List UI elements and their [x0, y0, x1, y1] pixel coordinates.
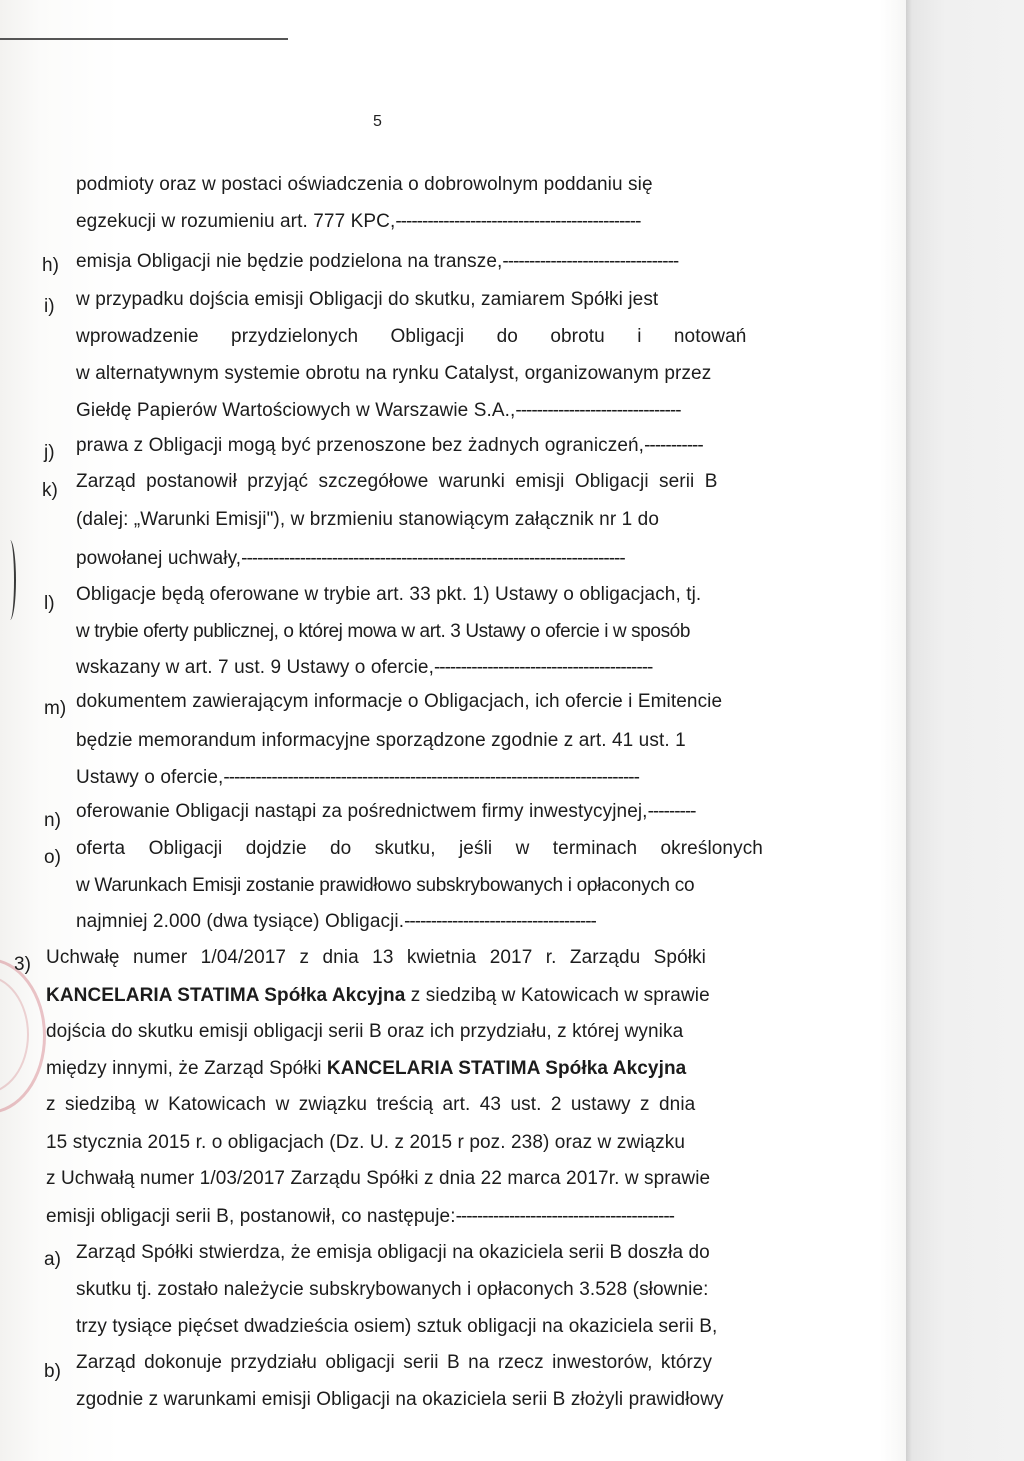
text-line-content: oferta Obligacji dojdzie do skutku, jeśli w terminach określonych: [76, 838, 763, 859]
text-line-content: w alternatywnym systemie obrotu na rynku Catalyst, organizowanym przez: [76, 363, 712, 384]
text-line-content: powołanej uchwały,: [76, 548, 242, 569]
top-rule: [0, 38, 288, 40]
company-name: KANCELARIA STATIMA Spółka Akcyjna: [326, 1058, 687, 1079]
text-line-content: między innymi, że Zarząd Spółki: [46, 1058, 327, 1079]
text-line: [76, 1351, 712, 1375]
text-line: [76, 583, 701, 607]
text-line: [76, 1315, 717, 1339]
text-line-content: dokumentem zawierającym informacje o Obligacjach, ich ofercie i Emitencie: [76, 691, 723, 712]
text-line: [76, 729, 686, 753]
item-label-l: l): [44, 593, 55, 614]
text-line-content: w trybie oferty publicznej, o której mowa w art. 3 Ustawy o ofercie i w sposób: [76, 621, 691, 642]
item-label-3: 3): [14, 954, 31, 975]
text-line-content: Zarząd Spółki stwierdza, że emisja obligacji na okaziciela serii B doszła do: [76, 1242, 710, 1263]
text-line-content: z Uchwałą numer 1/03/2017 Zarządu Spółki z dnia 22 marca 2017r. w sprawie: [46, 1168, 711, 1189]
item-label-m: m): [44, 698, 67, 719]
text-line: [76, 173, 782, 197]
text-line-content: prawa z Obligacji mogą być przenoszone bez żadnych ograniczeń,: [76, 435, 645, 456]
item-label-a: a): [44, 1249, 61, 1270]
dash-filler: ------------------------------------------------------------------------: [241, 548, 625, 569]
item-label-b: b): [44, 1361, 61, 1382]
dash-filler: -----------: [644, 435, 703, 456]
text-line: [76, 910, 596, 934]
page-number: 5: [373, 113, 382, 130]
text-line-content: oferowanie Obligacji nastąpi za pośrednictwem firmy inwestycyjnej,: [76, 801, 648, 822]
text-line: [46, 1205, 674, 1229]
company-name: KANCELARIA STATIMA Spółka Akcyjna: [46, 985, 406, 1006]
text-line: [76, 547, 625, 571]
margin-mark: [4, 540, 16, 620]
dash-filler: -------------------------------: [515, 400, 681, 421]
text-line-content: wprowadzenie przydzielonych Obligacji do obrotu i notowań: [76, 326, 747, 347]
text-line: [76, 325, 782, 349]
text-line-content: skutku tj. zostało należycie subskrybowanych i opłaconych 3.528 (słownie:: [76, 1279, 709, 1300]
text-line-content: egzekucji w rozumieniu art. 777 KPC,: [76, 211, 396, 232]
dash-filler: ------------------------------------------------------------------------------: [223, 767, 639, 788]
dash-filler: ---------------------------------: [502, 251, 679, 272]
text-line-content: z siedzibą w Katowicach w związku treścią art. 43 ust. 2 ustawy z dnia: [46, 1094, 696, 1115]
text-line: [46, 1020, 683, 1044]
text-line-content: wskazany w art. 7 ust. 9 Ustawy o ofercie,: [76, 657, 434, 678]
text-line: [76, 399, 681, 423]
item-label-o: o): [44, 847, 61, 868]
dash-filler: -----------------------------------------: [433, 657, 653, 678]
text-line-content: 15 stycznia 2015 r. o obligacjach (Dz. U. z 2015 r poz. 238) oraz w związku: [46, 1132, 686, 1153]
text-line: [46, 1057, 686, 1081]
item-label-n: n): [44, 810, 61, 831]
text-line-content: Zarząd postanowił przyjąć szczegółowe warunki emisji Obligacji serii B: [76, 471, 718, 492]
text-line: [76, 1241, 710, 1265]
text-line: [76, 288, 782, 312]
text-line-content: emisji obligacji serii B, postanowił, co następuje:: [46, 1206, 456, 1227]
text-line-content: najmniej 2.000 (dwa tysiące) Obligacji.: [76, 911, 405, 932]
text-line: [76, 250, 678, 274]
text-line: [46, 946, 706, 970]
text-line: [46, 1093, 695, 1117]
text-line-content: Giełdę Papierów Wartościowych w Warszawie S.A.,: [76, 400, 516, 421]
text-line: [76, 690, 722, 714]
text-line-content: podmioty oraz w postaci oświadczenia o dobrowolnym poddaniu się: [76, 174, 653, 195]
dash-filler: -----------------------------------------: [455, 1206, 674, 1227]
text-line: [76, 362, 711, 386]
text-line: [76, 1388, 724, 1412]
text-line-content: Obligacje będą oferowane w trybie art. 33 pkt. 1) Ustawy o obligacjach, tj.: [76, 584, 702, 605]
text-line: [76, 620, 690, 644]
text-line-content: emisja Obligacji nie będzie podzielona na transze,: [76, 251, 503, 272]
text-line: [46, 984, 710, 1008]
text-line: [76, 434, 703, 458]
text-line-content: trzy tysiące pięćset dwadzieścia osiem) sztuk obligacji na okaziciela serii B,: [76, 1316, 718, 1337]
item-label-h: h): [42, 255, 59, 276]
text-line: [46, 1167, 710, 1191]
item-label-k: k): [42, 480, 58, 501]
text-line: [76, 874, 694, 898]
text-line-content: z siedzibą w Katowicach w sprawie: [405, 985, 710, 1006]
item-label-i: i): [44, 296, 55, 317]
text-line-content: Uchwałę numer 1/04/2017 z dnia 13 kwietnia 2017 r. Zarządu Spółki: [46, 947, 707, 968]
item-label-j: j): [44, 442, 55, 463]
text-line-content: w Warunkach Emisji zostanie prawidłowo subskrybowanych i opłaconych co: [76, 875, 695, 896]
text-line: [76, 470, 718, 494]
page-edge-shadow: [906, 0, 1024, 1461]
text-line-content: (dalej: „Warunki Emisji"), w brzmieniu stanowiącym załącznik nr 1 do: [76, 509, 660, 530]
text-line: [76, 210, 640, 234]
text-line: [76, 837, 763, 861]
dash-filler: ---------: [647, 801, 696, 822]
text-line-content: Zarząd dokonuje przydziału obligacji serii B na rzecz inwestorów, którzy: [76, 1352, 713, 1373]
text-line: [76, 508, 659, 532]
text-line-content: dojścia do skutku emisji obligacji serii B oraz ich przydziału, z której wynika: [46, 1021, 684, 1042]
dash-filler: ----------------------------------------------: [395, 211, 641, 232]
text-line-content: w przypadku dojścia emisji Obligacji do skutku, zamiarem Spółki jest: [76, 289, 659, 310]
text-line: [76, 1278, 709, 1302]
text-line-content: będzie memorandum informacyjne sporządzone zgodnie z art. 41 ust. 1: [76, 730, 686, 751]
text-line-content: zgodnie z warunkami emisji Obligacji na okaziciela serii B złożyli prawidłowy: [76, 1389, 724, 1410]
dash-filler: ------------------------------------: [404, 911, 596, 932]
text-line: [76, 766, 639, 790]
text-line: [76, 800, 696, 824]
text-line-content: Ustawy o ofercie,: [76, 767, 224, 788]
text-line: [76, 656, 652, 680]
text-line: [46, 1131, 685, 1155]
